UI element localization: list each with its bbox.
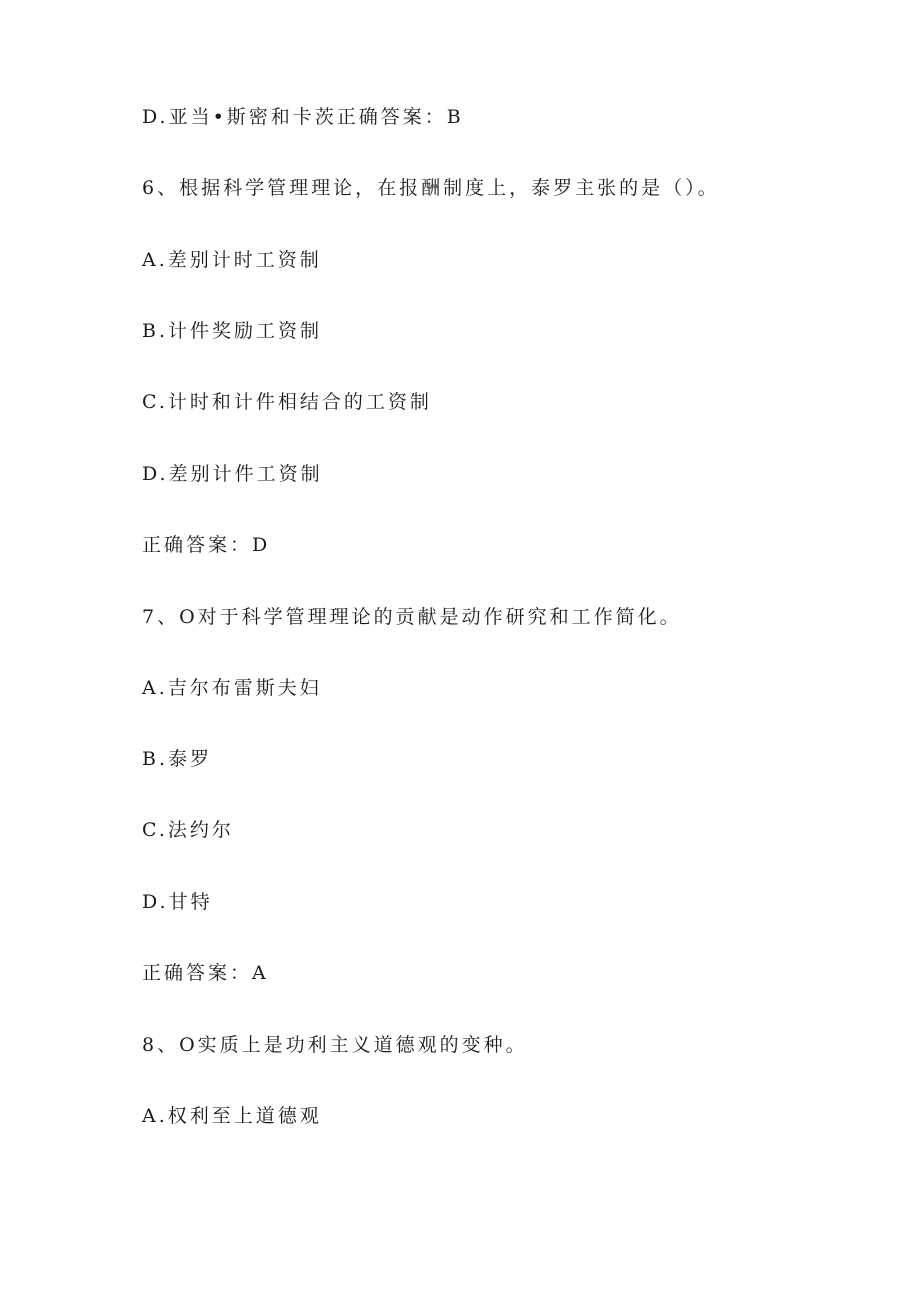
answer-q7: 正确答案：A bbox=[142, 962, 269, 984]
option-c-q6: C.计时和计件相结合的工资制 bbox=[142, 391, 432, 413]
option-b-q6: B.计件奖励工资制 bbox=[142, 320, 323, 342]
option-d-q6: D.差别计件工资制 bbox=[142, 463, 323, 485]
option-a-q7: A.吉尔布雷斯夫妇 bbox=[142, 677, 322, 699]
question-8: 8、O实质上是功利主义道德观的变种。 bbox=[142, 1034, 528, 1056]
option-a-q8: A.权利至上道德观 bbox=[142, 1105, 322, 1127]
option-a-q6: A.差别计时工资制 bbox=[142, 249, 322, 271]
question-7: 7、O对于科学管理理论的贡献是动作研究和工作简化。 bbox=[142, 606, 682, 628]
question-6: 6、根据科学管理理论，在报酬制度上，泰罗主张的是（）。 bbox=[142, 177, 720, 199]
answer-q6: 正确答案：D bbox=[142, 534, 271, 556]
option-c-q7: C.法约尔 bbox=[142, 819, 234, 841]
option-d-q5-with-answer: D.亚当•斯密和卡茨正确答案：B bbox=[142, 106, 464, 128]
option-b-q7: B.泰罗 bbox=[142, 748, 213, 770]
option-d-q7: D.甘特 bbox=[142, 891, 213, 913]
